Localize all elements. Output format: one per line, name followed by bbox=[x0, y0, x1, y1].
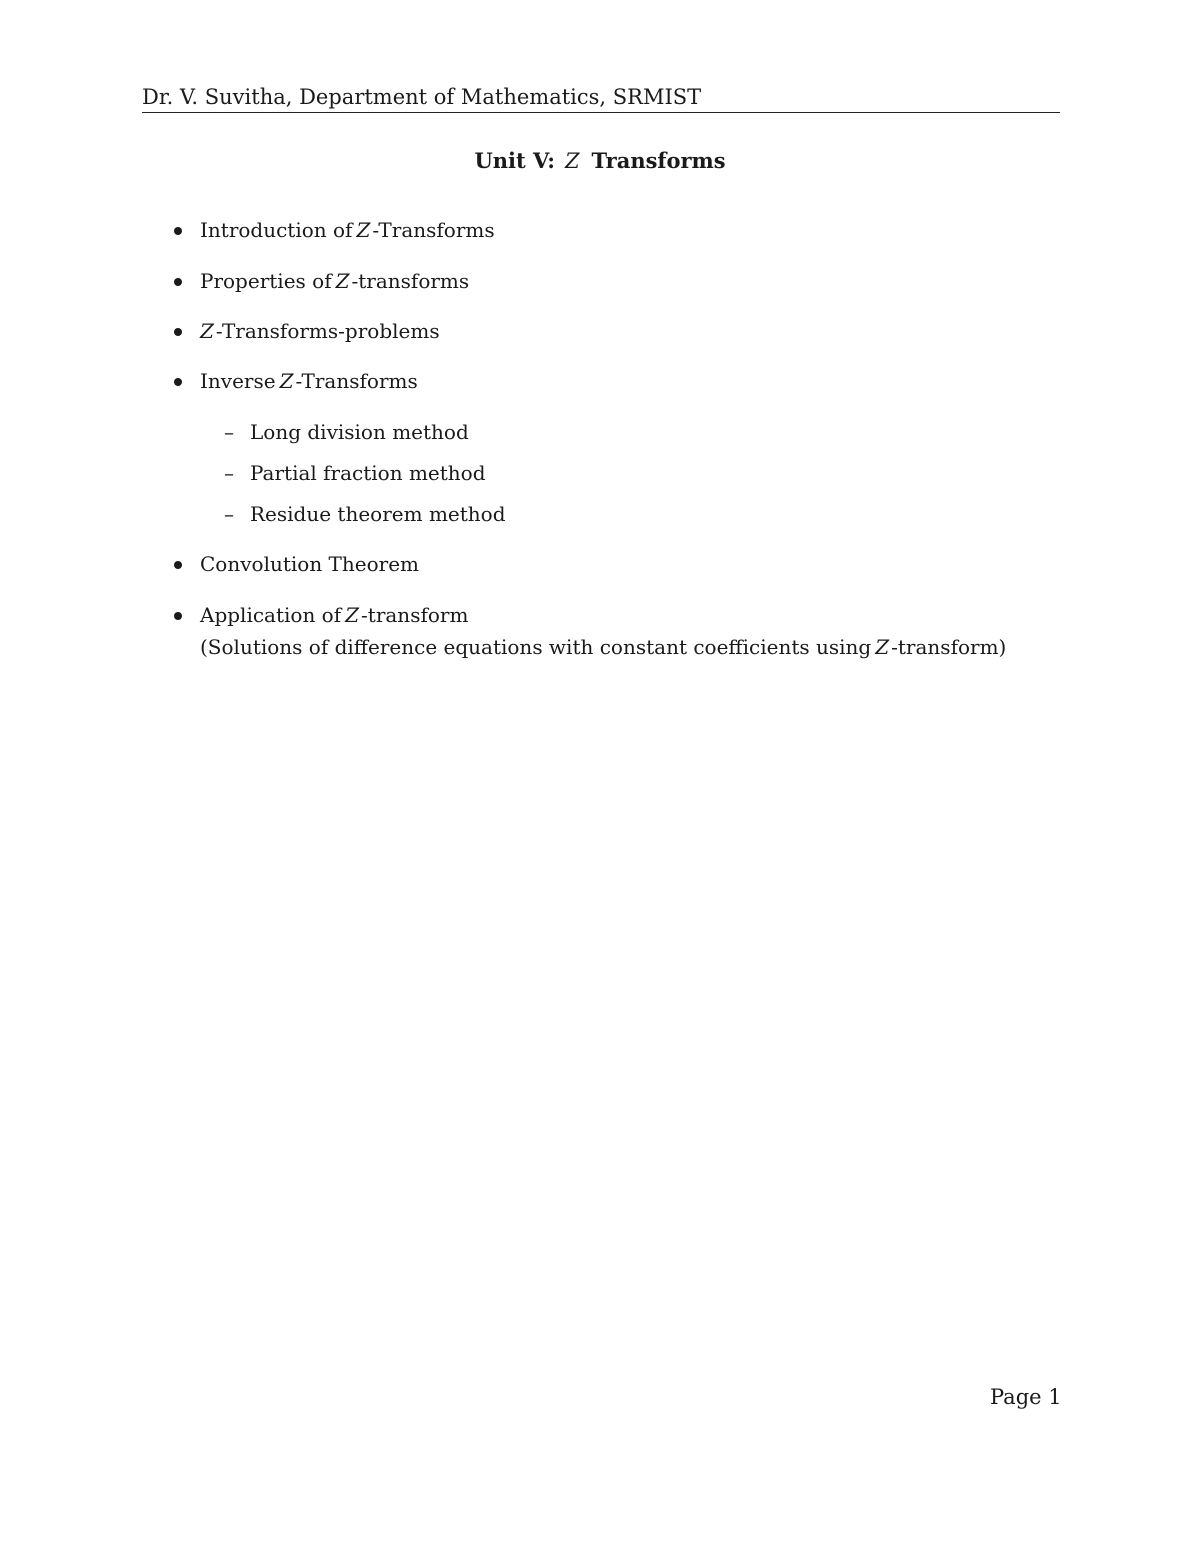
dash-marker: – bbox=[224, 461, 234, 485]
item-text: -transform) bbox=[891, 635, 1007, 659]
list-item-inverse bbox=[200, 368, 418, 394]
sub-item-long-division: Long division method bbox=[250, 420, 469, 444]
list-item-problems bbox=[200, 318, 440, 344]
dash-marker: – bbox=[224, 502, 234, 526]
bullet-dot-icon bbox=[174, 378, 182, 386]
item-text: -transforms bbox=[351, 269, 470, 293]
bullet-dot-icon bbox=[174, 612, 182, 620]
list-item-convolution: Convolution Theorem bbox=[200, 552, 420, 576]
page-number: Page 1 bbox=[990, 1385, 1062, 1409]
item-text: Inverse bbox=[200, 369, 276, 393]
item-text: -transform bbox=[361, 603, 469, 627]
z-symbol: Z bbox=[875, 635, 890, 659]
list-item-application bbox=[200, 602, 468, 628]
title-prefix: Unit V: bbox=[474, 148, 555, 173]
page-header: Dr. V. Suvitha, Department of Mathematics, SRMIST bbox=[142, 84, 1060, 113]
title-suffix: Transforms bbox=[591, 148, 726, 173]
item-text: -Transforms bbox=[372, 218, 495, 242]
bullet-dot-icon bbox=[174, 227, 182, 235]
item-text: Properties of bbox=[200, 269, 332, 293]
z-symbol: Z bbox=[356, 218, 371, 242]
item-text: (Solutions of difference equations with constant coefficients using bbox=[200, 635, 872, 659]
list-item-properties bbox=[200, 268, 469, 294]
application-description bbox=[200, 634, 1006, 660]
sub-item-residue-theorem: Residue theorem method bbox=[250, 502, 506, 526]
bullet-dot-icon bbox=[174, 278, 182, 286]
z-symbol: Z bbox=[335, 269, 350, 293]
z-symbol: Z bbox=[279, 369, 294, 393]
page-title bbox=[0, 148, 1200, 174]
item-text: Application of bbox=[200, 603, 342, 627]
z-symbol: Z bbox=[345, 603, 360, 627]
z-symbol: Z bbox=[200, 319, 214, 343]
list-item-introduction bbox=[200, 217, 495, 243]
item-text: Introduction of bbox=[200, 218, 353, 242]
bullet-dot-icon bbox=[174, 328, 182, 336]
bullet-dot-icon bbox=[174, 561, 182, 569]
dash-marker: – bbox=[224, 420, 234, 444]
title-z-symbol: Z bbox=[564, 149, 580, 173]
sub-item-partial-fraction: Partial fraction method bbox=[250, 461, 486, 485]
item-text: -Transforms bbox=[295, 369, 418, 393]
item-text: -Transforms-problems bbox=[215, 319, 440, 343]
